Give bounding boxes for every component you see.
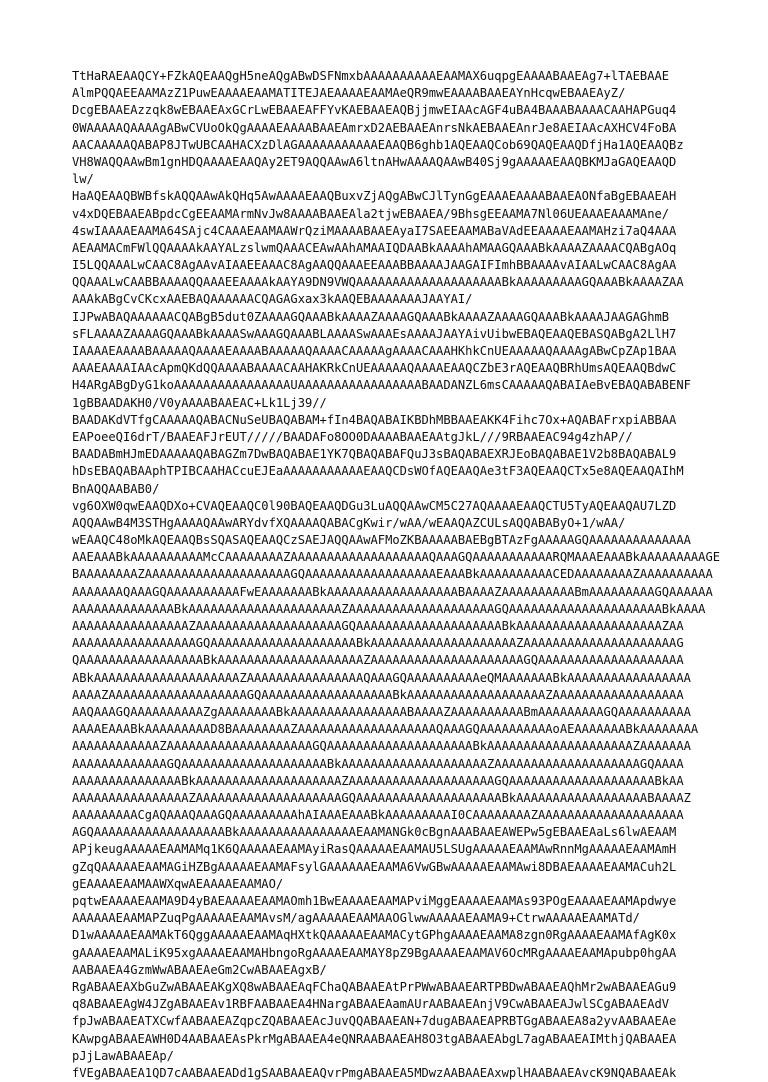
text-line: sFLAAAAZAAAAGQAAABkAAAASwAAAGQAAABLAAAASwAAAEsAAAAJAAYAivUibwEBAQEAAQEBASQABgA2LlH7: [72, 326, 677, 341]
text-line: AAAAEAAABkAAAAAAAAAD8BAAAAAAAAZAAAAAAAAAAAAAAAAAAAQAAAGQAAAAAAAAAAoAEAAAAAAABkAAAAAAAA: [72, 722, 699, 737]
text-line: 0WAAAAAQAAAAgABwCVUoOkQgAAAAEAAAABAAEAmrxD2AEBAAEAnrsNkAEBAAEAnrJe8AEIAAcAXHCV4FoBA: [72, 120, 677, 135]
text-line: AAEAAABkAAAAAAAAAAMcCAAAAAAAAZAAAAAAAAAAAAAAAAAAAQAAAGQAAAAAAAAAAARQMAAAEAAABkAAAAAAAAAGE: [72, 550, 721, 565]
text-line: AGQAAAAAAAAAAAAAAAAAABkAAAAAAAAAAAAAAAAEAAMANGk0cBgnAAABAAEAWEPw5gEBAAEAaLs6lwAEAAM: [72, 825, 677, 840]
text-line: AAAAAAAAAAAAAAAAAGQAAAAAAAAAAAAAAAAAAAABkAAAAAAAAAAAAAAAAAAAAZAAAAAAAAAAAAAAAAAAAAAG: [72, 636, 684, 651]
text-line: AQQAAwB4M3STHgAAAAQAAwARYdvfXQAAAAQABACgKwir/wAA/wEAAQAZCULsAQQABAByO+1/wAA/: [72, 515, 626, 530]
text-line: TtHaRAEAAQCY+FZkAQEAAQgH5neAQgABwDSFNmxbAAAAAAAAAAEAAMAX6uqpgEAAAABAAEAg7+lTAEBAAE: [72, 69, 670, 83]
text-line: q8ABAAEAgW4JZgABAAEAv1RBFAABAAEA4HNargABAAEAamAUrAABAAEAnjV9CwABAAEAJwlSCgABAAEAdV: [72, 997, 670, 1012]
text-line: I5LQQAAALwCAAC8AgAAvAIAAEEAAAC8AgAAQQAAAEEAAABBAAAAJAAGAIFImhBBAAAAvAIAALwCAAC8AgAA: [72, 258, 677, 273]
text-line: QQAAALwCAABBAAAAQQAAAEEAAAAkAAYA9DN9VWQAAAAAAAAAAAAAAAAAAAABkAAAAAAAAAGQAAABkAAAAZAA: [72, 275, 684, 290]
text-line: BAAAAAAAAZAAAAAAAAAAAAAAAAAAAAGQAAAAAAAAAAAAAAAAAAEAAABkAAAAAAAAAACEDAAAAAAAAZAAAAAAAAAA: [72, 567, 713, 582]
text-line: AAAAZAAAAAAAAAAAAAAAAAAAGQAAAAAAAAAAAAAAAAAABkAAAAAAAAAAAAAAAAAAAZAAAAAAAAAAAAAAAAAA: [72, 687, 684, 702]
text-line: v4xDQEBAAEABpdcCgEEAAMArmNvJw8AAAABAAEAla2tjwEBAAEA/9BhsgEEAAMA7Nl06UEAAAEAAAMAne/: [72, 206, 670, 221]
text-line: BnAQQAABAB0/: [72, 481, 160, 496]
text-line: AAAkABgCvCKcxAAEBAQAAAAAACQAGAGxax3kAAQEBAAAAAAAJAAYAI/: [72, 292, 473, 307]
text-line: AACAAAAAQABAP8JTwUBCAAHACXzDlAGAAAAAAAAAAAEAAQB6ghb1AQEAAQCob69QAQEAAQDfjHa1AQEAAQBz: [72, 137, 684, 152]
text-line: AAQAAAGQAAAAAAAAAAZgAAAAAAAABkAAAAAAAAAAAAAAAABAAAAZAAAAAAAAAABmAAAAAAAAAGQAAAAAAAAAA: [72, 704, 691, 719]
text-line: BAADABmHJmEDAAAAAQABAGZm7DwBAQABAE1YK7QBAQABAFQuJ3sBAQABAEXRJEoBAQABAE1V2b8BAQABAL9: [72, 447, 677, 462]
text-line: HaAQEAAQBWBfskAQQAAwAkQHq5AwAAAAEAAQBuxvZjAQgABwCJlTynGgEAAAEAAAABAAEAONfaBgEBAAEAH: [72, 189, 677, 204]
text-line: fVEgABAAEA1QD7cAABAAEADd1gSAABAAEAQvrPmgABAAEA5MDwzAABAAEAxwplHAABAAEAvcK9NQABAAEAk: [72, 1065, 677, 1080]
text-line: H4ARgABgDyG1koAAAAAAAAAAAAAAAAUAAAAAAAAAAAAAAAAABAADANZL6msCAAAAAQABAIAeBvEBAQABABENF: [72, 378, 691, 393]
text-line: AAAAAAAAAAAAAGQAAAAAAAAAAAAAAAAAAAABkAAAAAAAAAAAAAAAAAAAAZAAAAAAAAAAAAAAAAAAAAGQAAAA: [72, 756, 684, 771]
text-line: AAAEAAAAIAAcApmQKdQQAAAABAAAACAAHAKRkCnUEAAAAAQAAAAEAAQCZbE3rAQEAAQBRhUmsAQEAAQBdwC: [72, 361, 677, 376]
text-line: AAAAAAAAAAAAAABkAAAAAAAAAAAAAAAAAAAAAZAAAAAAAAAAAAAAAAAAAAGQAAAAAAAAAAAAAAAAAAAAABkAAAA: [72, 601, 706, 616]
text-line: AAAAAAAAACgAQAAAQAAAGQAAAAAAAAAhAIAAAEAAABkAAAAAAAAAI0CAAAAAAAAZAAAAAAAAAAAAAAAAAAAA: [72, 808, 684, 823]
text-line: D1wAAAAAEAAMAkT6QggAAAAAEAAMAqHXtkQAAAAAEAAMACytGPhgAAAAEAAMA8zgn0RgAAAAEAAMAfAgK0x: [72, 928, 677, 943]
text-line: lw/: [72, 172, 94, 187]
text-line: APjkeugAAAAAEAAMAMq1K6QAAAAAEAAMAyiRasQAAAAAEAAMAU5LSUgAAAAAEAAMAwRnnMgAAAAAEAAMAmH: [72, 842, 677, 857]
text-line: wEAAQC48oMkAQEAAQBsSQASAQEAAQCzSAEJAQQAAwAFMoZKBAAAAABAEBgBTAzFgAAAAAGQAAAAAAAAAAAAAA: [72, 533, 691, 548]
text-line: AAAAAAAQAAAGQAAAAAAAAAAFwEAAAAAAABkAAAAAAAAAAAAAAAAAABAAAAZAAAAAAAAAABmAAAAAAAAAGQAAAAAA: [72, 584, 713, 599]
text-line: DcgEBAAEAzzqk8wEBAAEAxGCrLwEBAAEAFFYvKAEBAAEAQBjjmwEIAAcAGF4uBA4BAAABAAAACAAHAPGuq4: [72, 103, 677, 118]
text-line: pJjLawABAAEAp/: [72, 1048, 174, 1063]
text-line: pqtwEAAAAEAAMA9D4yBAEAAAAEAAMAOmh1BwEAAAAEAAMAPviMggEAAAAEAAMAs93POgEAAAAEAAMApdwye: [72, 894, 677, 908]
text-line: AABAAEA4GzmWwABAAEAeGm2CwABAAEAgxB/: [72, 962, 327, 977]
text-line: AEAAMACmFWlQQAAAAkAAYALzslwmQAAACEAwAAhAMAAIQDAABkAAAAhAMAAGQAAABkAAAAZAAAACQABgAOq: [72, 240, 677, 255]
text-line: VH8WAQQAAwBm1gnHDQAAAAEAAQAy2ET9AQQAAwA6ltnAHwAAAAQAAwB40Sj9gAAAAAEAAQBKMJaGAQEAAQD: [72, 154, 677, 169]
text-line: EAPoeeQI6drT/BAAEAFJrEUT/////BAADAFo8OO0DAAAABAAEAAtgJkL///9RBAAEAC94g4zhAP//: [72, 429, 633, 444]
text-line: AAAAAAAAAAAAZAAAAAAAAAAAAAAAAAAAAGQAAAAAAAAAAAAAAAAAAAABkAAAAAAAAAAAAAAAAAAAAZAAAAAAA: [72, 739, 691, 754]
text-line: BAADAKdVTfgCAAAAAQABACNuSeUBAQABAM+fIn4BAQABAIKBDhMBBAAEAKK4Fihc7Ox+AQABAFrxpiABBAA: [72, 412, 677, 427]
text-line: fpJwABAAEATXCwfAABAAEAZqpcZQABAAEAcJuvQQABAAEAN+7dugABAAEAPRBTGgABAAEA8a2yvAABAAEAe: [72, 1014, 677, 1029]
text-line: AlmPQQAEEAAMAzZ1PuwEAAAAEAAMATITEJAEAAAAEAAMAeQR9mwEAAAABAAEAYnHcqwEBAAEAyZ/: [72, 86, 626, 101]
text-line: vg6OXW0qwEAAQDXo+CVAQEAAQC0l90BAQEAAQDGu3LuAQQAAwCM5C27AQAAAAEAAQCTU5TyAQEAAQAU7LZD: [72, 498, 677, 513]
text-line: AAAAAAEAAMAPZuqPgAAAAAEAAMAvsM/agAAAAAEAAMAAOGlwwAAAAAEAAMA9+CtrwAAAAAEAAMATd/: [72, 911, 640, 926]
text-line: 1gBBAADAKH0/V0yAAAABAAEAC+Lk1Lj39//: [72, 395, 327, 410]
text-line: AAAAAAAAAAAAAAAAZAAAAAAAAAAAAAAAAAAAAGQAAAAAAAAAAAAAAAAAAAABkAAAAAAAAAAAAAAAAAABAAAAZ: [72, 790, 691, 805]
text-line: QAAAAAAAAAAAAAAAAABkAAAAAAAAAAAAAAAAAAAAZAAAAAAAAAAAAAAAAAAAAAGQAAAAAAAAAAAAAAAAAAAA: [72, 653, 684, 668]
text-line: KAwpgABAAEAWH0D4AABAAEAsPkrMgABAAEA4eQNRAABAAEAH8O3tgABAAEAbgL7agABAAEAIMthjQABAAEA: [72, 1031, 677, 1046]
text-line: gEAAAAEAAMAAWXqwAEAAAAEAAMAO/: [72, 876, 284, 891]
text-line: 4swIAAAAEAAMA64SAjc4CAAAEAAMAAWrQziMAAAABAAEAyaI7SAEEAAMABaVAdEEAAAAEAAMAHzi7aQ4AAA: [72, 223, 677, 238]
text-line: gZqQAAAAAEAAMAGiHZBgAAAAAEAAMAFsylGAAAAAAEAAMA6VwGBwAAAAAEAAMAwi8DBAEAAAAEAAMACuh2L: [72, 859, 677, 874]
encoded-text-page: [72, 68, 721, 1082]
text-line: hDsEBAQABAAphTPIBCAAHACcuEJEaAAAAAAAAAAAEAAQCDsWOfAQEAAQAe3tF3AQEAAQCTx5e8AQEAAQAIhM: [72, 464, 684, 479]
text-line: gAAAAEAAMALiK95xgAAAAEAAMAHbngoRgAAAAEAAMAY8pZ9BgAAAAEAAMAV6OcMRgAAAAEAAMApubp0hgAA: [72, 945, 677, 960]
text-line: AAAAAAAAAAAAAAAAZAAAAAAAAAAAAAAAAAAAAGQAAAAAAAAAAAAAAAAAAAABkAAAAAAAAAAAAAAAAAAAAZAA: [72, 619, 684, 633]
text-line: IJPwABAQAAAAAACQABgB5dut0ZAAAAGQAAABkAAAAZAAAAGQAAABkAAAAZAAAAGQAAABkAAAAJAAGAGhmB: [72, 309, 670, 324]
text-line: IAAAAEAAAABAAAAAQAAAAEAAAABAAAAAQAAAACAAAAAgAAAACAAAHKhkCnUEAAAAAQAAAAgABwCpZAp1BAA: [72, 344, 677, 358]
text-line: AAAAAAAAAAAAAAABkAAAAAAAAAAAAAAAAAAAAZAAAAAAAAAAAAAAAAAAAAGQAAAAAAAAAAAAAAAAAAAABkAA: [72, 773, 684, 788]
text-line: ABkAAAAAAAAAAAAAAAAAAAAZAAAAAAAAAAAAAAAAQAAAGQAAAAAAAAAAeQMAAAAAAABkAAAAAAAAAAAAAAAAA: [72, 670, 691, 685]
text-line: RgABAAEAXbGuZwABAAEAKgXQ8wABAAEAqFChaQABAAEAtPrPWwABAAEARTPBDwABAAEAQhMr2wABAAEAGu9: [72, 979, 677, 994]
